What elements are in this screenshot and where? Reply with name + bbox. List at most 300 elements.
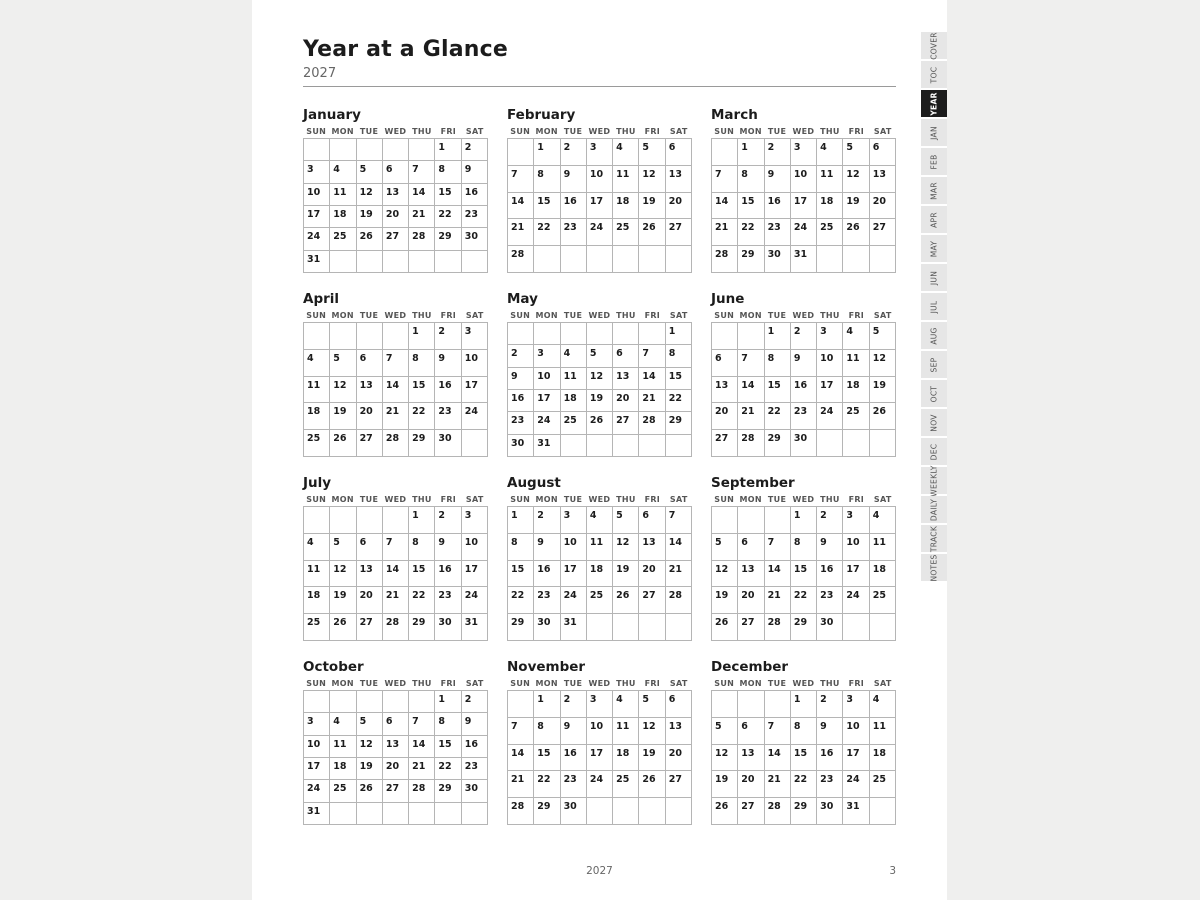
day-cell[interactable]: 19 [870, 377, 896, 404]
day-cell[interactable]: 10 [587, 166, 613, 193]
day-cell[interactable]: 17 [587, 193, 613, 220]
day-cell[interactable]: 22 [435, 206, 461, 228]
day-cell[interactable]: 25 [330, 228, 356, 250]
day-cell[interactable]: 28 [712, 246, 738, 273]
day-cell[interactable]: 9 [462, 161, 488, 183]
day-cell[interactable]: 24 [462, 587, 488, 614]
day-cell[interactable]: 19 [357, 206, 383, 228]
day-cell[interactable]: 25 [587, 587, 613, 614]
day-cell[interactable]: 20 [712, 403, 738, 430]
day-cell[interactable]: 12 [712, 561, 738, 588]
day-cell[interactable]: 22 [409, 587, 435, 614]
day-cell[interactable]: 18 [304, 403, 330, 430]
tab-jan[interactable] [921, 119, 947, 146]
day-cell[interactable]: 5 [712, 534, 738, 561]
day-cell[interactable]: 5 [587, 345, 613, 367]
day-cell[interactable]: 5 [639, 691, 665, 718]
day-cell[interactable]: 25 [843, 403, 869, 430]
day-cell[interactable]: 23 [791, 403, 817, 430]
day-cell[interactable]: 1 [508, 507, 534, 534]
day-cell[interactable]: 17 [561, 561, 587, 588]
day-cell[interactable]: 17 [791, 193, 817, 220]
day-cell[interactable]: 25 [613, 771, 639, 798]
day-cell[interactable]: 13 [357, 377, 383, 404]
day-cell[interactable]: 23 [765, 219, 791, 246]
day-cell[interactable]: 23 [435, 403, 461, 430]
day-cell[interactable]: 8 [435, 161, 461, 183]
day-cell[interactable]: 11 [330, 184, 356, 206]
day-cell[interactable]: 20 [613, 390, 639, 412]
day-cell[interactable]: 15 [738, 193, 764, 220]
day-cell[interactable]: 12 [587, 368, 613, 390]
day-cell[interactable]: 21 [765, 771, 791, 798]
day-cell[interactable]: 19 [330, 403, 356, 430]
tab-apr[interactable] [921, 206, 947, 233]
day-cell[interactable]: 31 [561, 614, 587, 641]
day-cell[interactable]: 1 [791, 691, 817, 718]
day-cell[interactable]: 13 [738, 745, 764, 772]
day-cell[interactable]: 4 [304, 534, 330, 561]
day-cell[interactable]: 16 [435, 377, 461, 404]
day-cell[interactable]: 16 [791, 377, 817, 404]
day-cell[interactable]: 10 [304, 736, 330, 758]
day-cell[interactable]: 24 [587, 771, 613, 798]
day-cell[interactable]: 23 [561, 219, 587, 246]
day-cell[interactable]: 9 [435, 534, 461, 561]
day-cell[interactable]: 25 [817, 219, 843, 246]
day-cell[interactable]: 14 [508, 745, 534, 772]
tab-dec[interactable] [921, 438, 947, 465]
day-cell[interactable]: 7 [765, 534, 791, 561]
day-cell[interactable]: 5 [843, 139, 869, 166]
day-cell[interactable]: 29 [409, 614, 435, 641]
day-cell[interactable]: 10 [534, 368, 560, 390]
day-cell[interactable]: 7 [639, 345, 665, 367]
day-cell[interactable]: 9 [462, 713, 488, 735]
day-cell[interactable]: 14 [383, 561, 409, 588]
day-cell[interactable]: 27 [357, 430, 383, 457]
day-cell[interactable]: 4 [817, 139, 843, 166]
day-cell[interactable]: 8 [765, 350, 791, 377]
day-cell[interactable]: 29 [791, 614, 817, 641]
day-cell[interactable]: 27 [738, 614, 764, 641]
day-cell[interactable]: 11 [613, 166, 639, 193]
day-cell[interactable]: 18 [613, 193, 639, 220]
day-cell[interactable]: 10 [561, 534, 587, 561]
tab-year[interactable] [921, 90, 947, 117]
day-cell[interactable]: 28 [409, 228, 435, 250]
tab-mar[interactable] [921, 177, 947, 204]
day-cell[interactable]: 21 [508, 771, 534, 798]
day-cell[interactable]: 26 [613, 587, 639, 614]
day-cell[interactable]: 16 [561, 745, 587, 772]
day-cell[interactable]: 21 [738, 403, 764, 430]
day-cell[interactable]: 17 [462, 561, 488, 588]
day-cell[interactable]: 8 [791, 718, 817, 745]
day-cell[interactable]: 2 [534, 507, 560, 534]
day-cell[interactable]: 14 [738, 377, 764, 404]
tab-daily[interactable] [921, 496, 947, 523]
tab-jul[interactable] [921, 293, 947, 320]
day-cell[interactable]: 12 [870, 350, 896, 377]
day-cell[interactable]: 10 [587, 718, 613, 745]
day-cell[interactable]: 24 [561, 587, 587, 614]
day-cell[interactable]: 4 [870, 507, 896, 534]
day-cell[interactable]: 21 [409, 206, 435, 228]
day-cell[interactable]: 2 [817, 691, 843, 718]
day-cell[interactable]: 6 [738, 534, 764, 561]
day-cell[interactable]: 22 [435, 758, 461, 780]
day-cell[interactable]: 12 [357, 736, 383, 758]
day-cell[interactable]: 23 [435, 587, 461, 614]
day-cell[interactable]: 29 [738, 246, 764, 273]
day-cell[interactable]: 1 [534, 139, 560, 166]
day-cell[interactable]: 6 [639, 507, 665, 534]
day-cell[interactable]: 14 [383, 377, 409, 404]
tab-weekly[interactable] [921, 464, 947, 497]
day-cell[interactable]: 22 [409, 403, 435, 430]
day-cell[interactable]: 30 [508, 435, 534, 457]
day-cell[interactable]: 22 [791, 587, 817, 614]
day-cell[interactable]: 16 [508, 390, 534, 412]
day-cell[interactable]: 25 [304, 614, 330, 641]
day-cell[interactable]: 15 [435, 736, 461, 758]
day-cell[interactable]: 19 [639, 193, 665, 220]
day-cell[interactable]: 10 [462, 350, 488, 377]
day-cell[interactable]: 2 [765, 139, 791, 166]
day-cell[interactable]: 15 [765, 377, 791, 404]
day-cell[interactable]: 2 [817, 507, 843, 534]
day-cell[interactable]: 11 [304, 377, 330, 404]
day-cell[interactable]: 13 [357, 561, 383, 588]
day-cell[interactable]: 2 [508, 345, 534, 367]
day-cell[interactable]: 20 [870, 193, 896, 220]
day-cell[interactable]: 24 [817, 403, 843, 430]
day-cell[interactable]: 26 [330, 430, 356, 457]
day-cell[interactable]: 4 [561, 345, 587, 367]
day-cell[interactable]: 5 [357, 713, 383, 735]
day-cell[interactable]: 28 [409, 780, 435, 802]
day-cell[interactable]: 14 [765, 745, 791, 772]
day-cell[interactable]: 3 [304, 713, 330, 735]
day-cell[interactable]: 26 [357, 780, 383, 802]
day-cell[interactable]: 30 [435, 614, 461, 641]
day-cell[interactable]: 13 [666, 166, 692, 193]
day-cell[interactable]: 14 [409, 184, 435, 206]
day-cell[interactable]: 16 [817, 561, 843, 588]
day-cell[interactable]: 21 [712, 219, 738, 246]
day-cell[interactable]: 6 [738, 718, 764, 745]
day-cell[interactable]: 20 [383, 206, 409, 228]
tab-may[interactable] [921, 235, 947, 262]
day-cell[interactable]: 19 [712, 771, 738, 798]
day-cell[interactable]: 17 [462, 377, 488, 404]
day-cell[interactable]: 9 [561, 166, 587, 193]
day-cell[interactable]: 11 [304, 561, 330, 588]
day-cell[interactable]: 11 [330, 736, 356, 758]
day-cell[interactable]: 13 [712, 377, 738, 404]
tab-notes[interactable] [921, 554, 947, 581]
day-cell[interactable]: 15 [666, 368, 692, 390]
day-cell[interactable]: 2 [561, 139, 587, 166]
day-cell[interactable]: 5 [613, 507, 639, 534]
day-cell[interactable]: 21 [508, 219, 534, 246]
day-cell[interactable]: 4 [613, 139, 639, 166]
day-cell[interactable]: 27 [666, 771, 692, 798]
day-cell[interactable]: 10 [843, 718, 869, 745]
day-cell[interactable]: 26 [870, 403, 896, 430]
day-cell[interactable]: 15 [409, 561, 435, 588]
day-cell[interactable]: 6 [712, 350, 738, 377]
day-cell[interactable]: 12 [843, 166, 869, 193]
day-cell[interactable]: 13 [383, 736, 409, 758]
day-cell[interactable]: 13 [870, 166, 896, 193]
day-cell[interactable]: 20 [383, 758, 409, 780]
day-cell[interactable]: 15 [534, 193, 560, 220]
day-cell[interactable]: 3 [791, 139, 817, 166]
day-cell[interactable]: 29 [534, 798, 560, 825]
day-cell[interactable]: 6 [383, 713, 409, 735]
day-cell[interactable]: 19 [357, 758, 383, 780]
day-cell[interactable]: 1 [435, 691, 461, 713]
day-cell[interactable]: 3 [587, 139, 613, 166]
day-cell[interactable]: 18 [304, 587, 330, 614]
day-cell[interactable]: 13 [613, 368, 639, 390]
day-cell[interactable]: 1 [534, 691, 560, 718]
day-cell[interactable]: 24 [587, 219, 613, 246]
day-cell[interactable]: 8 [435, 713, 461, 735]
day-cell[interactable]: 7 [409, 161, 435, 183]
day-cell[interactable]: 18 [330, 206, 356, 228]
day-cell[interactable]: 19 [587, 390, 613, 412]
day-cell[interactable]: 30 [765, 246, 791, 273]
tab-jun[interactable] [921, 264, 947, 291]
day-cell[interactable]: 28 [639, 412, 665, 434]
day-cell[interactable]: 13 [639, 534, 665, 561]
day-cell[interactable]: 7 [765, 718, 791, 745]
day-cell[interactable]: 9 [508, 368, 534, 390]
day-cell[interactable]: 7 [712, 166, 738, 193]
day-cell[interactable]: 23 [817, 587, 843, 614]
day-cell[interactable]: 15 [409, 377, 435, 404]
day-cell[interactable]: 29 [508, 614, 534, 641]
day-cell[interactable]: 12 [330, 561, 356, 588]
day-cell[interactable]: 13 [383, 184, 409, 206]
day-cell[interactable]: 9 [817, 718, 843, 745]
day-cell[interactable]: 11 [587, 534, 613, 561]
day-cell[interactable]: 28 [765, 614, 791, 641]
day-cell[interactable]: 1 [435, 139, 461, 161]
day-cell[interactable]: 30 [435, 430, 461, 457]
tab-feb[interactable] [921, 148, 947, 175]
day-cell[interactable]: 29 [409, 430, 435, 457]
day-cell[interactable]: 28 [383, 430, 409, 457]
day-cell[interactable]: 3 [462, 323, 488, 350]
day-cell[interactable]: 25 [870, 771, 896, 798]
day-cell[interactable]: 29 [435, 780, 461, 802]
day-cell[interactable]: 17 [817, 377, 843, 404]
day-cell[interactable]: 5 [639, 139, 665, 166]
day-cell[interactable]: 27 [870, 219, 896, 246]
day-cell[interactable]: 12 [639, 718, 665, 745]
day-cell[interactable]: 5 [712, 718, 738, 745]
day-cell[interactable]: 2 [462, 139, 488, 161]
day-cell[interactable]: 1 [738, 139, 764, 166]
day-cell[interactable]: 30 [462, 780, 488, 802]
day-cell[interactable]: 14 [765, 561, 791, 588]
tab-oct[interactable] [921, 380, 947, 407]
day-cell[interactable]: 14 [712, 193, 738, 220]
day-cell[interactable]: 6 [870, 139, 896, 166]
day-cell[interactable]: 21 [765, 587, 791, 614]
day-cell[interactable]: 18 [587, 561, 613, 588]
day-cell[interactable]: 1 [409, 323, 435, 350]
day-cell[interactable]: 28 [738, 430, 764, 457]
day-cell[interactable]: 20 [666, 193, 692, 220]
day-cell[interactable]: 21 [383, 403, 409, 430]
day-cell[interactable]: 16 [561, 193, 587, 220]
day-cell[interactable]: 30 [817, 798, 843, 825]
day-cell[interactable]: 14 [409, 736, 435, 758]
day-cell[interactable]: 1 [409, 507, 435, 534]
day-cell[interactable]: 16 [534, 561, 560, 588]
day-cell[interactable]: 28 [765, 798, 791, 825]
day-cell[interactable]: 2 [791, 323, 817, 350]
day-cell[interactable]: 22 [508, 587, 534, 614]
day-cell[interactable]: 16 [462, 184, 488, 206]
day-cell[interactable]: 24 [791, 219, 817, 246]
day-cell[interactable]: 24 [843, 771, 869, 798]
day-cell[interactable]: 6 [666, 139, 692, 166]
day-cell[interactable]: 4 [304, 350, 330, 377]
day-cell[interactable]: 6 [357, 534, 383, 561]
day-cell[interactable]: 26 [639, 219, 665, 246]
day-cell[interactable]: 13 [666, 718, 692, 745]
day-cell[interactable]: 17 [843, 561, 869, 588]
day-cell[interactable]: 19 [639, 745, 665, 772]
day-cell[interactable]: 3 [561, 507, 587, 534]
day-cell[interactable]: 8 [534, 166, 560, 193]
day-cell[interactable]: 5 [357, 161, 383, 183]
day-cell[interactable]: 18 [330, 758, 356, 780]
day-cell[interactable]: 6 [666, 691, 692, 718]
day-cell[interactable]: 8 [409, 534, 435, 561]
day-cell[interactable]: 3 [587, 691, 613, 718]
day-cell[interactable]: 12 [639, 166, 665, 193]
day-cell[interactable]: 11 [817, 166, 843, 193]
day-cell[interactable]: 11 [843, 350, 869, 377]
day-cell[interactable]: 22 [765, 403, 791, 430]
tab-track[interactable] [921, 525, 947, 552]
day-cell[interactable]: 16 [817, 745, 843, 772]
day-cell[interactable]: 17 [843, 745, 869, 772]
day-cell[interactable]: 11 [613, 718, 639, 745]
day-cell[interactable]: 4 [613, 691, 639, 718]
day-cell[interactable]: 7 [383, 534, 409, 561]
day-cell[interactable]: 25 [304, 430, 330, 457]
day-cell[interactable]: 31 [843, 798, 869, 825]
day-cell[interactable]: 9 [791, 350, 817, 377]
day-cell[interactable]: 3 [304, 161, 330, 183]
day-cell[interactable]: 3 [817, 323, 843, 350]
day-cell[interactable]: 2 [435, 507, 461, 534]
day-cell[interactable]: 5 [870, 323, 896, 350]
day-cell[interactable]: 4 [330, 161, 356, 183]
tab-aug[interactable] [921, 322, 947, 349]
day-cell[interactable]: 11 [870, 718, 896, 745]
day-cell[interactable]: 18 [843, 377, 869, 404]
day-cell[interactable]: 8 [738, 166, 764, 193]
day-cell[interactable]: 23 [508, 412, 534, 434]
day-cell[interactable]: 7 [508, 166, 534, 193]
day-cell[interactable]: 22 [534, 771, 560, 798]
day-cell[interactable]: 17 [304, 206, 330, 228]
day-cell[interactable]: 24 [462, 403, 488, 430]
day-cell[interactable]: 31 [462, 614, 488, 641]
day-cell[interactable]: 19 [330, 587, 356, 614]
day-cell[interactable]: 10 [462, 534, 488, 561]
day-cell[interactable]: 29 [791, 798, 817, 825]
day-cell[interactable]: 9 [817, 534, 843, 561]
day-cell[interactable]: 28 [508, 798, 534, 825]
tab-toc[interactable] [921, 61, 947, 88]
day-cell[interactable]: 23 [462, 206, 488, 228]
day-cell[interactable]: 30 [791, 430, 817, 457]
day-cell[interactable]: 14 [639, 368, 665, 390]
day-cell[interactable]: 26 [639, 771, 665, 798]
day-cell[interactable]: 25 [330, 780, 356, 802]
day-cell[interactable]: 16 [462, 736, 488, 758]
day-cell[interactable]: 5 [330, 350, 356, 377]
day-cell[interactable]: 23 [462, 758, 488, 780]
day-cell[interactable]: 23 [817, 771, 843, 798]
day-cell[interactable]: 20 [666, 745, 692, 772]
day-cell[interactable]: 27 [639, 587, 665, 614]
day-cell[interactable]: 26 [330, 614, 356, 641]
day-cell[interactable]: 30 [561, 798, 587, 825]
day-cell[interactable]: 7 [383, 350, 409, 377]
day-cell[interactable]: 25 [613, 219, 639, 246]
day-cell[interactable]: 30 [462, 228, 488, 250]
day-cell[interactable]: 7 [508, 718, 534, 745]
tab-cover[interactable] [921, 32, 947, 59]
day-cell[interactable]: 7 [666, 507, 692, 534]
day-cell[interactable]: 25 [870, 587, 896, 614]
day-cell[interactable]: 31 [304, 803, 330, 825]
day-cell[interactable]: 31 [791, 246, 817, 273]
day-cell[interactable]: 10 [817, 350, 843, 377]
day-cell[interactable]: 13 [738, 561, 764, 588]
day-cell[interactable]: 27 [712, 430, 738, 457]
day-cell[interactable]: 1 [791, 507, 817, 534]
day-cell[interactable]: 26 [712, 614, 738, 641]
day-cell[interactable]: 20 [738, 587, 764, 614]
day-cell[interactable]: 2 [462, 691, 488, 713]
day-cell[interactable]: 3 [843, 507, 869, 534]
day-cell[interactable]: 22 [791, 771, 817, 798]
day-cell[interactable]: 27 [383, 780, 409, 802]
day-cell[interactable]: 14 [666, 534, 692, 561]
day-cell[interactable]: 12 [330, 377, 356, 404]
day-cell[interactable]: 21 [666, 561, 692, 588]
tab-sep[interactable] [921, 351, 947, 378]
day-cell[interactable]: 4 [870, 691, 896, 718]
day-cell[interactable]: 30 [534, 614, 560, 641]
day-cell[interactable]: 17 [304, 758, 330, 780]
day-cell[interactable]: 17 [587, 745, 613, 772]
day-cell[interactable]: 29 [435, 228, 461, 250]
day-cell[interactable]: 1 [765, 323, 791, 350]
